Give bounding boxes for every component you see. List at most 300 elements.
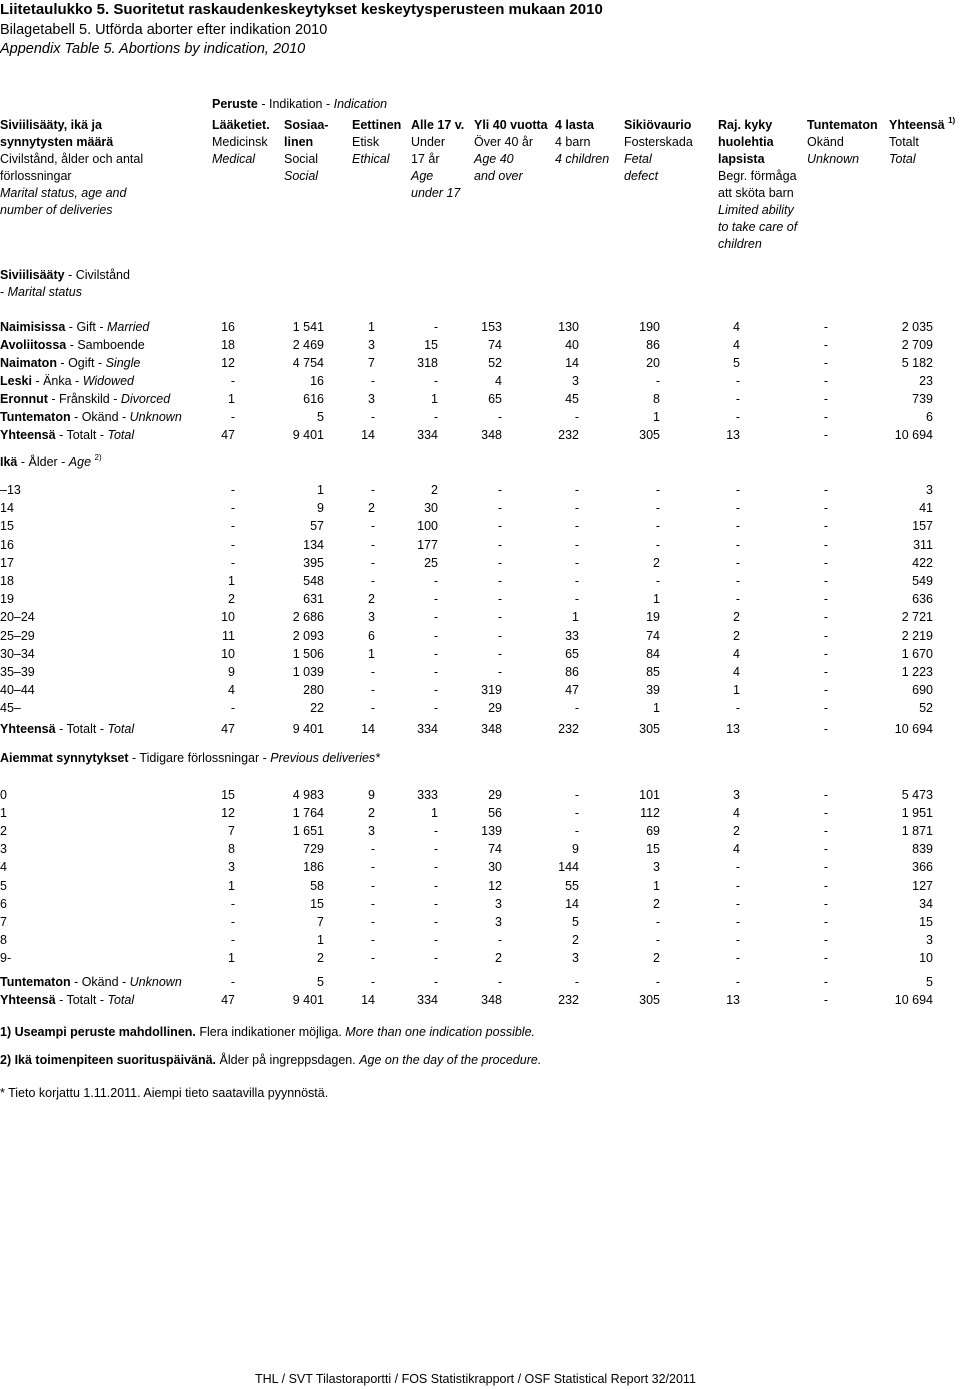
- cell-col-10: 5: [926, 975, 933, 989]
- row-label: 7: [0, 914, 7, 929]
- cell-col-10: 10: [919, 950, 933, 965]
- cell-col-2: 9 401: [292, 722, 324, 736]
- cell-col-2: 280: [303, 683, 324, 698]
- cell-col-8: 4: [733, 665, 740, 679]
- cell-col-5: -: [497, 410, 502, 424]
- cell-col-8: -: [735, 914, 740, 929]
- col-3-fi: Eettinen: [352, 118, 402, 132]
- cell-col-3: 2: [368, 501, 375, 516]
- cell-col-4: 2: [431, 483, 438, 497]
- table-row: [0, 993, 960, 1011]
- cell-col-3: -: [370, 519, 375, 534]
- cell-col-6: -: [574, 501, 579, 516]
- col-5-en-2: and over: [474, 169, 523, 183]
- table-row: [0, 320, 960, 338]
- cell-col-3: 3: [368, 338, 375, 352]
- cell-col-1: 3: [228, 860, 235, 875]
- footnote-1: 1) Useampi peruste mahdollinen. Flera indikationer möjliga. More than one indication possible.: [0, 1025, 536, 1039]
- cell-col-8: -: [735, 555, 740, 570]
- cell-col-7: 1: [653, 878, 660, 893]
- cell-col-7: -: [655, 537, 660, 552]
- row-label: Yhteensä - Totalt - Total: [0, 993, 135, 1007]
- col-7-en-2: defect: [624, 169, 659, 183]
- cell-col-6: 3: [572, 374, 579, 388]
- cell-col-4: -: [433, 914, 438, 929]
- cell-col-9: -: [823, 842, 828, 857]
- cell-col-2: 5: [317, 975, 324, 989]
- cell-col-4: -: [433, 896, 438, 911]
- col-6-fi: 4 lasta: [555, 118, 594, 132]
- row-label: Tuntematon - Okänd - Unknown: [0, 410, 182, 424]
- cell-col-1: -: [230, 410, 235, 424]
- cell-col-7: 39: [646, 683, 660, 698]
- cell-col-4: -: [433, 574, 438, 588]
- col-2-fi: Sosiaa-: [284, 118, 329, 132]
- cell-col-1: 1: [228, 392, 235, 406]
- cell-col-6: 47: [565, 683, 579, 698]
- cell-col-5: 2: [495, 950, 502, 965]
- cell-col-2: 16: [310, 374, 324, 388]
- col-7-en: Fetal: [624, 152, 652, 166]
- cell-col-7: 1: [653, 410, 660, 424]
- cell-col-3: -: [370, 574, 375, 588]
- table-row: [0, 951, 960, 969]
- table-row: [0, 824, 960, 842]
- col-4-fi: Alle 17 v.: [411, 118, 465, 132]
- header-group: Peruste - Indikation - Indication: [212, 97, 388, 111]
- cell-col-5: -: [497, 975, 502, 989]
- cell-col-3: -: [370, 665, 375, 679]
- cell-col-6: 14: [565, 896, 579, 911]
- cell-col-3: -: [370, 683, 375, 698]
- cell-col-7: 8: [653, 392, 660, 406]
- col-9-fi: Tuntematon: [807, 118, 878, 132]
- cell-col-5: 139: [481, 824, 502, 839]
- cell-col-9: -: [823, 683, 828, 698]
- cell-col-10: 52: [919, 701, 933, 716]
- cell-col-2: 2: [317, 950, 324, 965]
- cell-col-5: 319: [481, 683, 502, 698]
- row-label: Yhteensä - Totalt - Total: [0, 428, 135, 442]
- cell-col-6: -: [574, 574, 579, 588]
- col-1-sv: Medicinsk: [212, 135, 268, 149]
- col-7-fi: Sikiövaurio: [624, 118, 692, 132]
- cell-col-9: -: [823, 932, 828, 947]
- cell-col-10: 3: [926, 483, 933, 497]
- cell-col-8: 4: [733, 842, 740, 857]
- cell-col-2: 9 401: [292, 993, 324, 1007]
- cell-col-5: 56: [488, 806, 502, 821]
- col-10-fi: Yhteensä $^{1)}$: [889, 116, 956, 132]
- cell-col-5: 348: [481, 428, 502, 442]
- col-10-en: Total: [889, 152, 916, 166]
- cell-col-10: 839: [912, 842, 933, 857]
- cell-col-3: 14: [361, 993, 375, 1007]
- cell-col-3: 2: [368, 592, 375, 607]
- col-8-sv-2: att sköta barn: [718, 186, 794, 200]
- cell-col-8: 4: [733, 646, 740, 661]
- cell-col-3: -: [370, 914, 375, 929]
- cell-col-3: -: [370, 878, 375, 893]
- cell-col-8: 1: [733, 683, 740, 698]
- col-2-en: Social: [284, 169, 319, 183]
- cell-col-3: 1: [368, 646, 375, 661]
- cell-col-5: 29: [488, 701, 502, 716]
- row-label: 17: [0, 555, 14, 570]
- cell-col-4: -: [433, 701, 438, 716]
- cell-col-2: 548: [303, 574, 324, 588]
- cell-col-2: 7: [317, 914, 324, 929]
- cell-col-5: 348: [481, 722, 502, 736]
- cell-col-4: 30: [424, 501, 438, 516]
- cell-col-10: 311: [913, 537, 933, 552]
- cell-col-8: 4: [733, 806, 740, 821]
- cell-col-5: 52: [488, 356, 502, 370]
- row-label: Yhteensä - Totalt - Total: [0, 722, 135, 736]
- cell-col-10: 41: [919, 501, 933, 516]
- cell-col-10: 739: [912, 392, 933, 406]
- cell-col-3: -: [370, 555, 375, 570]
- cell-col-5: 29: [488, 788, 502, 802]
- cell-col-7: 305: [639, 428, 660, 442]
- col-4-en-2: under 17: [411, 186, 461, 200]
- cell-col-10: 1 670: [901, 646, 933, 661]
- cell-col-2: 58: [310, 878, 324, 893]
- cell-col-9: -: [823, 501, 828, 516]
- cell-col-6: -: [574, 555, 579, 570]
- cell-col-8: 2: [733, 824, 740, 839]
- cell-col-1: 47: [221, 428, 235, 442]
- cell-col-10: 690: [912, 683, 933, 698]
- cell-col-1: 12: [221, 356, 235, 370]
- cell-col-5: 30: [488, 860, 502, 875]
- cell-col-10: 366: [912, 860, 933, 875]
- cell-col-6: -: [574, 806, 579, 821]
- cell-col-2: 4 754: [292, 356, 324, 370]
- cell-col-5: -: [497, 665, 502, 679]
- cell-col-10: 2 721: [901, 610, 933, 625]
- row-label: 0: [0, 788, 7, 802]
- cell-col-10: 1 871: [901, 824, 933, 839]
- cell-col-10: 636: [912, 592, 933, 607]
- cell-col-9: -: [823, 665, 828, 679]
- cell-col-9: -: [823, 392, 828, 406]
- cell-col-5: -: [497, 592, 502, 607]
- cell-col-10: 2 219: [901, 628, 933, 643]
- cell-col-9: -: [823, 878, 828, 893]
- cell-col-2: 9: [317, 501, 324, 516]
- table-row: [0, 392, 960, 410]
- cell-col-3: 3: [368, 392, 375, 406]
- table-row: [0, 665, 960, 683]
- cell-col-5: 348: [481, 993, 502, 1007]
- section-age-heading: Ikä - Ålder - Age $^{2)}$: [0, 453, 102, 469]
- cell-col-1: 16: [221, 320, 235, 334]
- table-row: [0, 592, 960, 610]
- cell-col-1: 10: [221, 646, 235, 661]
- cell-col-10: 422: [912, 555, 933, 570]
- cell-col-9: -: [823, 824, 828, 839]
- cell-col-3: -: [370, 410, 375, 424]
- cell-col-7: 20: [646, 356, 660, 370]
- cell-col-4: -: [433, 410, 438, 424]
- cell-col-9: -: [823, 806, 828, 821]
- cell-col-9: -: [823, 428, 828, 442]
- cell-col-9: -: [823, 519, 828, 534]
- cell-col-6: 144: [558, 860, 579, 875]
- cell-col-1: 47: [221, 993, 235, 1007]
- cell-col-8: -: [735, 537, 740, 552]
- cell-col-7: 112: [640, 806, 660, 821]
- cell-col-5: 153: [481, 320, 502, 334]
- cell-col-4: 334: [417, 428, 438, 442]
- title-fi: Liitetaulukko 5. Suoritetut raskaudenkeskeytykset keskeytysperusteen mukaan 2010: [0, 1, 603, 18]
- cell-col-4: 1: [431, 806, 438, 821]
- cell-col-10: 5 473: [901, 788, 933, 802]
- col-8-fi-3: lapsista: [718, 152, 765, 166]
- cell-col-4: -: [433, 824, 438, 839]
- cell-col-9: -: [823, 483, 828, 497]
- cell-col-4: -: [433, 878, 438, 893]
- cell-col-6: -: [574, 592, 579, 607]
- table-row: [0, 538, 960, 556]
- cell-col-8: -: [735, 701, 740, 716]
- cell-col-1: -: [230, 483, 235, 497]
- cell-col-3: -: [370, 537, 375, 552]
- cell-col-7: 1: [653, 592, 660, 607]
- cell-col-2: 2 469: [292, 338, 324, 352]
- cell-col-2: 631: [303, 592, 324, 607]
- row-label: 2: [0, 824, 7, 839]
- cell-col-9: -: [823, 610, 828, 625]
- cell-col-8: 5: [733, 356, 740, 370]
- table-row: [0, 483, 960, 501]
- col-5-sv: Över 40 år: [474, 135, 534, 149]
- cell-col-9: -: [823, 914, 828, 929]
- cell-col-10: 2 035: [901, 320, 933, 334]
- cell-col-4: -: [433, 646, 438, 661]
- cell-col-4: -: [433, 320, 438, 334]
- cell-col-2: 1 506: [292, 646, 324, 661]
- cell-col-8: -: [735, 592, 740, 607]
- cell-col-7: 305: [639, 993, 660, 1007]
- row-label: –13: [0, 483, 21, 497]
- row-label: 35–39: [0, 665, 35, 679]
- cell-col-1: -: [230, 501, 235, 516]
- cell-col-9: -: [823, 374, 828, 388]
- cell-col-6: -: [574, 975, 579, 989]
- footnote-ref-2: 2): [94, 453, 102, 462]
- row-label: 45–: [0, 701, 21, 716]
- col-8-en-2: to take care of: [718, 220, 798, 234]
- cell-col-9: -: [823, 896, 828, 911]
- table-row: [0, 788, 960, 806]
- cell-col-7: 19: [646, 610, 660, 625]
- cell-col-2: 15: [310, 896, 324, 911]
- cell-col-8: -: [735, 483, 740, 497]
- cell-col-5: -: [497, 932, 502, 947]
- footnote-3: * Tieto korjattu 1.11.2011. Aiempi tieto saatavilla pyynnöstä.: [0, 1086, 329, 1100]
- table-row: [0, 806, 960, 824]
- cell-col-7: 2: [653, 555, 660, 570]
- table-row: [0, 915, 960, 933]
- cell-col-8: -: [735, 574, 740, 588]
- cell-col-8: -: [735, 392, 740, 406]
- col-5-fi: Yli 40 vuotta: [474, 118, 548, 132]
- cell-col-8: 13: [726, 722, 740, 736]
- cell-col-6: -: [574, 824, 579, 839]
- row-label: 3: [0, 842, 7, 857]
- col-2-sv: Social: [284, 152, 319, 166]
- cell-col-2: 1 764: [292, 806, 324, 821]
- cell-col-8: 3: [733, 788, 740, 802]
- row-label: 30–34: [0, 646, 35, 661]
- cell-col-7: 69: [646, 824, 660, 839]
- col-4-sv-2: 17 år: [411, 152, 440, 166]
- cell-col-8: -: [735, 878, 740, 893]
- cell-col-4: 15: [424, 338, 438, 352]
- cell-col-3: -: [370, 374, 375, 388]
- cell-col-2: 5: [317, 410, 324, 424]
- cell-col-8: 13: [726, 428, 740, 442]
- row-label: 20–24: [0, 610, 35, 625]
- cell-col-3: -: [370, 860, 375, 875]
- cell-col-9: -: [823, 646, 828, 661]
- cell-col-8: -: [735, 519, 740, 534]
- cell-col-7: -: [655, 501, 660, 516]
- row-label: Naimaton - Ogift - Single: [0, 356, 141, 370]
- cell-col-6: 45: [565, 392, 579, 406]
- cell-col-1: 10: [221, 610, 235, 625]
- cell-col-6: 232: [558, 993, 579, 1007]
- cell-col-4: -: [433, 374, 438, 388]
- cell-col-2: 9 401: [292, 428, 324, 442]
- row-label: 5: [0, 878, 7, 893]
- cell-col-3: -: [370, 950, 375, 965]
- row-label: 25–29: [0, 628, 35, 643]
- row-label: 1: [0, 806, 7, 821]
- cell-col-7: -: [655, 574, 660, 588]
- cell-col-9: -: [823, 320, 828, 334]
- cell-col-2: 1 651: [292, 824, 324, 839]
- cell-col-5: 3: [495, 914, 502, 929]
- cell-col-3: 9: [368, 788, 375, 802]
- cell-col-8: -: [735, 950, 740, 965]
- col-2-fi-2: linen: [284, 135, 314, 149]
- cell-col-10: 6: [926, 410, 933, 424]
- cell-col-9: -: [823, 338, 828, 352]
- footnote-ref-1: 1): [948, 116, 956, 125]
- cell-col-3: 2: [368, 806, 375, 821]
- cell-col-4: 25: [424, 555, 438, 570]
- cell-col-4: -: [433, 975, 438, 989]
- cell-col-5: -: [497, 537, 502, 552]
- cell-col-6: 86: [565, 665, 579, 679]
- cell-col-10: 1 223: [901, 665, 933, 679]
- cell-col-1: -: [230, 701, 235, 716]
- cell-col-7: -: [655, 519, 660, 534]
- cell-col-1: -: [230, 555, 235, 570]
- row-label: Avoliitossa - Samboende: [0, 338, 145, 352]
- cell-col-8: 4: [733, 338, 740, 352]
- table-row: [0, 356, 960, 374]
- cell-col-6: 232: [558, 428, 579, 442]
- cell-col-3: 3: [368, 824, 375, 839]
- cell-col-7: 84: [646, 646, 660, 661]
- cell-col-5: -: [497, 610, 502, 625]
- cell-col-9: -: [823, 410, 828, 424]
- col-4-en: Age: [411, 169, 434, 183]
- cell-col-2: 1 541: [292, 320, 324, 334]
- cell-col-2: 1: [317, 483, 324, 497]
- table-row: [0, 556, 960, 574]
- col-9-sv: Okänd: [807, 135, 844, 149]
- cell-col-9: -: [823, 574, 828, 588]
- cell-col-1: -: [230, 374, 235, 388]
- cell-col-7: -: [655, 932, 660, 947]
- cell-col-6: 3: [572, 950, 579, 965]
- cell-col-3: 6: [368, 628, 375, 643]
- cell-col-3: 14: [361, 428, 375, 442]
- cell-col-9: -: [823, 722, 828, 736]
- col-6-sv: 4 barn: [555, 135, 591, 149]
- cell-col-2: 2 093: [292, 628, 324, 643]
- cell-col-2: 1: [317, 932, 324, 947]
- table-row: [0, 933, 960, 951]
- cell-col-7: 101: [639, 788, 660, 802]
- cell-col-10: 157: [912, 519, 933, 534]
- table-row: [0, 842, 960, 860]
- cell-col-10: 10 694: [894, 993, 933, 1007]
- cell-col-10: 3: [926, 932, 933, 947]
- col-1-fi: Lääketiet.: [212, 118, 270, 132]
- cell-col-9: -: [823, 592, 828, 607]
- table-row: [0, 879, 960, 897]
- row-label: Naimisissa - Gift - Married: [0, 320, 150, 334]
- cell-col-3: -: [370, 701, 375, 716]
- table-row: [0, 722, 960, 740]
- table-row: [0, 860, 960, 878]
- cell-col-5: -: [497, 483, 502, 497]
- table-row: [0, 374, 960, 392]
- cell-col-6: -: [574, 537, 579, 552]
- cell-col-6: -: [574, 483, 579, 497]
- cell-col-5: 3: [495, 896, 502, 911]
- table-row: [0, 501, 960, 519]
- col-5-en: Age 40: [474, 152, 514, 166]
- table-row: [0, 701, 960, 719]
- cell-col-5: 12: [488, 878, 502, 893]
- cell-col-8: -: [735, 975, 740, 989]
- cell-col-1: 18: [221, 338, 235, 352]
- cell-col-1: -: [230, 975, 235, 989]
- cell-col-7: -: [655, 483, 660, 497]
- cell-col-5: -: [497, 555, 502, 570]
- cell-col-4: 333: [417, 788, 438, 802]
- cell-col-7: -: [655, 914, 660, 929]
- row-label: 4: [0, 860, 7, 875]
- page-footer: THL / SVT Tilastoraportti / FOS Statistikrapport / OSF Statistical Report 32/2011: [255, 1372, 696, 1386]
- cell-col-7: 86: [646, 338, 660, 352]
- cell-col-6: 2: [572, 932, 579, 947]
- cell-col-3: -: [370, 483, 375, 497]
- cell-col-8: 2: [733, 628, 740, 643]
- cell-col-8: -: [735, 374, 740, 388]
- row-label: 15: [0, 519, 14, 534]
- cell-col-4: -: [433, 628, 438, 643]
- cell-col-8: -: [735, 410, 740, 424]
- title-sv: Bilagetabell 5. Utförda aborter efter indikation 2010: [0, 22, 328, 38]
